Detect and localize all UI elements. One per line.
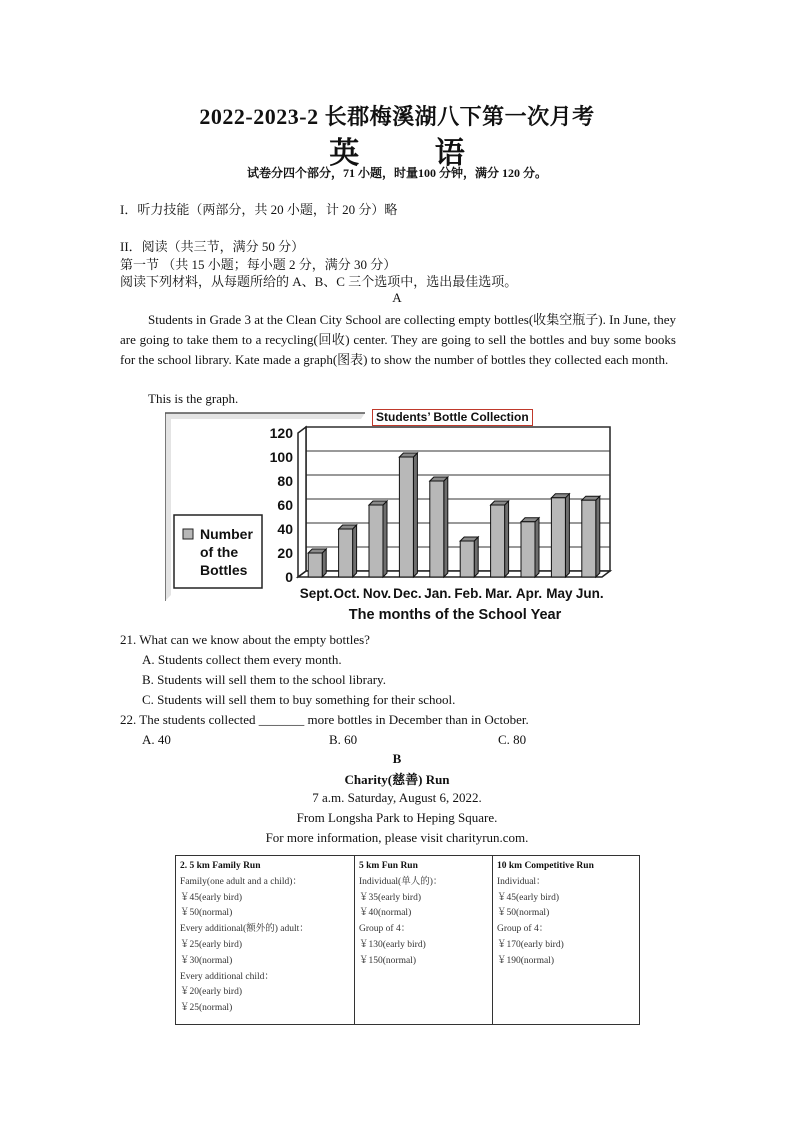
- bar-front: [460, 541, 474, 577]
- y-tick-label: 0: [285, 569, 293, 585]
- bar-may: [551, 494, 569, 577]
- bar-apr: [521, 518, 539, 577]
- bar-top: [308, 549, 326, 553]
- x-tick-label: Oct.: [333, 586, 360, 601]
- bar-jan: [430, 477, 448, 577]
- bar-side: [383, 501, 387, 577]
- charity-run-table: [175, 855, 640, 1025]
- table-cell-line: ￥45(early bird): [497, 892, 559, 903]
- bar-feb: [460, 537, 478, 577]
- bar-side: [505, 501, 509, 577]
- bar-top: [430, 477, 448, 481]
- bar-top: [339, 525, 357, 529]
- bar-front: [491, 505, 505, 577]
- table-cell-line: Every additional(额外的) adult：: [180, 924, 309, 935]
- bar-side: [322, 549, 326, 577]
- bar-side: [353, 525, 357, 577]
- bar-front: [399, 457, 413, 577]
- bar-front: [339, 529, 353, 577]
- bar-front: [369, 505, 383, 577]
- charity-run-route: From Longsha Park to Heping Square.: [296, 810, 498, 825]
- x-tick-label: Sept.: [299, 586, 333, 601]
- bar-front: [308, 553, 322, 577]
- bar-sept: [308, 549, 326, 577]
- bar-side: [474, 537, 478, 577]
- table-cell-line: Group of 4：: [359, 924, 411, 935]
- charity-run-title: Charity(慈善) Run: [344, 772, 450, 787]
- legend-swatch: [183, 529, 193, 539]
- chart-plot: [270, 425, 610, 623]
- x-tick-label: May: [546, 586, 573, 601]
- exam-title: 2022-2023-2 长郡梅溪湖八下第一次月考: [199, 104, 595, 129]
- q21-option-c: C. Students will sell them to buy something for their school.: [142, 692, 456, 707]
- bar-oct: [339, 525, 357, 577]
- table-cell-line: Group of 4：: [497, 924, 549, 935]
- table-cell-line: ￥50(normal): [497, 908, 550, 919]
- passage-a-text: Students in Grade 3 at the Clean City School are collecting empty bottles(收集空瓶子). In June, they are going to take them to a recycling(回收) center. They are going to sell the bottles and buy some books for the school library. Kate made a graph(图表) to show the number of bottles they collected each month.: [120, 312, 676, 367]
- y-tick-label: 40: [277, 521, 293, 537]
- table-cell-line: ￥190(normal): [497, 955, 554, 966]
- bar-side: [413, 453, 417, 577]
- bar-jun: [582, 496, 600, 577]
- table-cell-line: ￥150(normal): [359, 955, 416, 966]
- q22-option-b: B. 60: [329, 732, 358, 747]
- table-cell-line: Family(one adult and a child)：: [180, 876, 302, 887]
- y-tick-label: 80: [277, 473, 293, 489]
- charity-run-time: 7 a.m. Saturday, August 6, 2022.: [312, 790, 482, 805]
- subject-title: 英 语: [329, 137, 499, 170]
- chart-title: Students’ Bottle Collection: [372, 409, 533, 426]
- charity-run-info: For more information, please visit charityrun.com.: [265, 830, 529, 845]
- table-cell-line: ￥40(normal): [359, 908, 412, 919]
- table-cell-line: ￥50(normal): [180, 908, 233, 919]
- legend-line: Bottles: [200, 562, 248, 578]
- passage-b-label: B: [392, 751, 402, 766]
- table-column-fun-run: [355, 856, 493, 1024]
- bar-top: [460, 537, 478, 541]
- table-column-competitive-run: [493, 856, 639, 1024]
- table-cell-line: ￥130(early bird): [359, 939, 426, 950]
- table-cell-line: Every additional child：: [180, 971, 274, 982]
- table-header-cell: 10 km Competitive Run: [497, 861, 594, 871]
- legend-line: of the: [200, 544, 239, 560]
- table-header-cell: 5 km Fun Run: [359, 861, 418, 871]
- section-listening: I．听力技能（两部分，共 20 小题，计 20 分）略: [120, 202, 398, 217]
- q21-option-a: A. Students collect them every month.: [142, 652, 342, 667]
- x-tick-label: Apr.: [515, 586, 543, 601]
- bar-side: [535, 518, 539, 577]
- q22-option-a: A. 40: [142, 732, 171, 747]
- q22-option-c: C. 80: [498, 732, 527, 747]
- question-22: 22. The students collected _______ more bottles in December than in October.: [120, 712, 529, 727]
- bar-front: [551, 498, 565, 577]
- table-cell-line: Individual(单人的)：: [359, 876, 443, 887]
- passage-a-label: A: [392, 290, 402, 305]
- table-header-cell: 2. 5 km Family Run: [180, 861, 261, 871]
- legend-line: Number: [200, 526, 253, 542]
- table-cell-line: Individual：: [497, 876, 546, 887]
- bar-side: [596, 496, 600, 577]
- bar-top: [491, 501, 509, 505]
- table-cell-line: ￥25(early bird): [180, 939, 242, 950]
- y-tick-label: 20: [277, 545, 293, 561]
- x-tick-label: Feb.: [454, 586, 483, 601]
- table-cell-line: ￥45(early bird): [180, 892, 242, 903]
- bar-front: [430, 481, 444, 577]
- question-21: 21. What can we know about the empty bottles?: [120, 632, 370, 647]
- table-cell-line: ￥30(normal): [180, 955, 233, 966]
- y-tick-label: 60: [277, 497, 293, 513]
- x-tick-label: Nov.: [362, 586, 392, 601]
- bar-top: [551, 494, 569, 498]
- bar-top: [369, 501, 387, 505]
- graph-intro: This is the graph.: [148, 391, 239, 406]
- exam-note: 试卷分四个部分，71 小题，时量100 分钟，满分 120 分。: [246, 166, 547, 180]
- q21-option-b: B. Students will sell them to the school library.: [142, 672, 386, 687]
- table-cell-line: ￥25(normal): [180, 1003, 233, 1014]
- bar-nov: [369, 501, 387, 577]
- bar-front: [582, 500, 596, 577]
- bar-top: [582, 496, 600, 500]
- table-cell-line: ￥20(early bird): [180, 987, 242, 998]
- x-tick-label: Mar.: [485, 586, 513, 601]
- bar-top: [399, 453, 417, 457]
- bottle-collection-chart: [165, 405, 620, 627]
- bar-side: [444, 477, 448, 577]
- chart-legend: [174, 515, 262, 588]
- section-reading-instruction: 阅读下列材料，从每题所给的 A、B、C 三个选项中，选出最佳选项。: [120, 274, 518, 289]
- table-cell-line: ￥170(early bird): [497, 939, 564, 950]
- bar-front: [521, 522, 535, 577]
- x-tick-label: Dec.: [393, 586, 422, 601]
- y-tick-label: 120: [269, 425, 293, 441]
- section-reading-title: II．阅读（共三节，满分 50 分）: [120, 239, 305, 254]
- x-axis-label: The months of the School Year: [348, 607, 562, 623]
- bar-dec: [399, 453, 417, 577]
- table-cell-line: ￥35(early bird): [359, 892, 421, 903]
- bar-top: [521, 518, 539, 522]
- chart-side-wall: [298, 427, 306, 577]
- y-tick-label: 100: [269, 449, 293, 465]
- x-tick-label: Jan.: [424, 586, 452, 601]
- table-column-family-run: [176, 856, 355, 1024]
- bar-mar: [491, 501, 509, 577]
- section-reading-part1: 第一节 （共 15 小题；每小题 2 分，满分 30 分）: [120, 257, 397, 272]
- bar-side: [565, 494, 569, 577]
- x-tick-label: Jun.: [575, 586, 604, 601]
